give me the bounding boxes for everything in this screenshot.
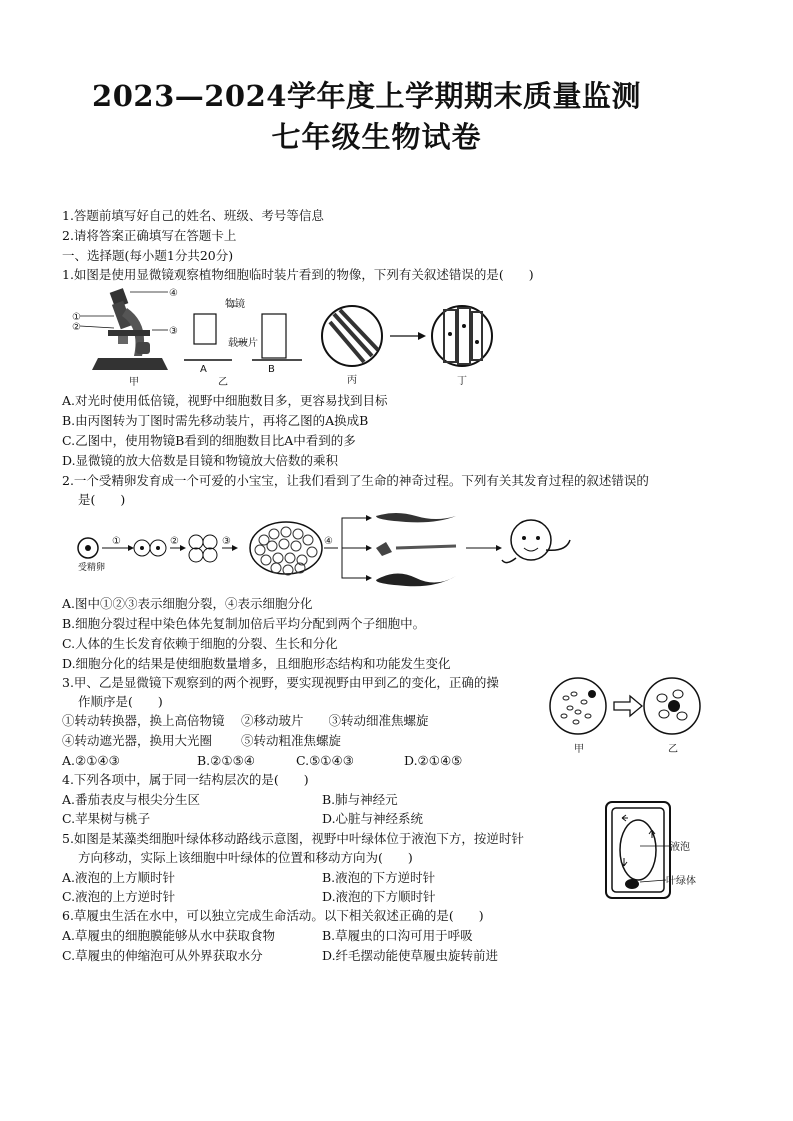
q3-option-c: C.⑤①④③ bbox=[296, 753, 354, 768]
q3-steps-2: ④转动遮光器，换用大光圈 ⑤转动粗准焦螺旋 bbox=[62, 733, 341, 748]
fig-step2: ② bbox=[170, 536, 179, 547]
q6-row-2 bbox=[62, 947, 499, 965]
q1-option-b: B.由丙图转为丁图时需先移动装片，再将乙图的A换成B bbox=[62, 413, 369, 428]
view-bing bbox=[322, 306, 382, 366]
q2-option-a: A.图中①②③表示细胞分裂，④表示细胞分化 bbox=[62, 596, 313, 611]
q1-stem: 1.如图是使用显微镜观察植物细胞临时装片看到的物像，下列有关叙述错误的是( ) bbox=[62, 267, 534, 282]
q3-stem-1: 3.甲、乙是显微镜下观察到的两个视野，要实现视野由甲到乙的变化，正确的操 bbox=[62, 675, 499, 690]
q6-row-1 bbox=[62, 927, 473, 945]
section-heading: 一、选择题(每小题1分共20分) bbox=[62, 248, 234, 263]
fig-A: A bbox=[200, 364, 207, 375]
q3-option-a: A.②①④③ bbox=[62, 753, 120, 768]
q1-option-c: C.乙图中，使用物镜B看到的细胞数目比A中看到的多 bbox=[62, 433, 356, 448]
q5-option-c: C.液泡的上方逆时针 bbox=[62, 889, 176, 904]
fig-yi: 乙 bbox=[218, 377, 228, 388]
q3-stem-2: 作顺序是( ) bbox=[78, 694, 163, 709]
q3-option-b: B.②①⑤④ bbox=[197, 753, 255, 768]
q3-option-d: D.②①④⑤ bbox=[404, 753, 463, 768]
fig-num-2: ② bbox=[72, 322, 81, 333]
q2-stem-2: 是( ) bbox=[78, 492, 126, 507]
fig-bing: 丙 bbox=[347, 375, 357, 386]
q1-figure bbox=[72, 284, 512, 392]
exam-subtitle: 七年级生物试卷 bbox=[271, 120, 482, 154]
view-yi bbox=[644, 678, 700, 734]
q4-row-1 bbox=[62, 791, 398, 809]
q4-row-2 bbox=[62, 810, 424, 828]
fig-step4: ④ bbox=[324, 536, 333, 547]
q2-option-d: D.细胞分化的结果是使细胞数量增多，且细胞形态结构和功能发生变化 bbox=[62, 656, 451, 671]
q5-row-1 bbox=[62, 869, 436, 887]
fig-ding: 丁 bbox=[457, 376, 467, 387]
cell-cluster bbox=[250, 522, 322, 575]
q4-option-a: A.番茄表皮与根尖分生区 bbox=[62, 792, 201, 807]
fig-slide: 载玻片 bbox=[228, 338, 258, 349]
view-jia bbox=[550, 678, 606, 734]
objective-lenses bbox=[184, 306, 302, 360]
q4-option-d: D.心脏与神经系统 bbox=[322, 811, 424, 826]
fig-q3-yi: 乙 bbox=[668, 744, 678, 755]
q6-stem: 6.草履虫生活在水中，可以独立完成生命活动。以下相关叙述正确的是( ) bbox=[62, 908, 484, 923]
note-2: 2.请将答案正确填写在答题卡上 bbox=[62, 228, 237, 243]
q2-stem-1: 2.一个受精卵发育成一个可爱的小宝宝，让我们看到了生命的神奇过程。下列有关其发育过程的叙述错误的 bbox=[62, 473, 649, 488]
fig-num-1: ① bbox=[72, 312, 81, 323]
q6-option-a: A.草履虫的细胞膜能够从水中获取食物 bbox=[62, 928, 276, 943]
q4-option-c: C.苹果树与桃子 bbox=[62, 811, 151, 826]
tissue-sketches bbox=[376, 513, 456, 586]
q5-option-d: D.液泡的下方顺时针 bbox=[322, 889, 436, 904]
q6-option-c: C.草履虫的伸缩泡可从外界获取水分 bbox=[62, 948, 263, 963]
q5-option-b: B.液泡的下方逆时针 bbox=[322, 870, 436, 885]
q5-stem-1: 5.如图是某藻类细胞叶绿体移动路线示意图，视野中叶绿体位于液泡下方，按逆时针 bbox=[62, 831, 524, 846]
fig-num-4: ④ bbox=[169, 288, 178, 299]
q6-option-d: D.纤毛摆动能使草履虫旋转前进 bbox=[322, 948, 499, 963]
q4-stem: 4.下列各项中，属于同一结构层次的是( ) bbox=[62, 772, 309, 787]
q5-figure bbox=[600, 798, 720, 902]
q3-options bbox=[62, 752, 463, 770]
note-1: 1.答题前填写好自己的姓名、班级、考号等信息 bbox=[62, 208, 324, 223]
q6-option-b: B.草履虫的口沟可用于呼吸 bbox=[322, 928, 473, 943]
fig-B: B bbox=[268, 364, 275, 375]
q2-figure bbox=[76, 510, 606, 596]
q3-steps-1: ①转动转换器，换上高倍物镜 ②移动玻片 ③转动细准焦螺旋 bbox=[62, 713, 429, 728]
fig-objective: 物镜 bbox=[225, 299, 245, 310]
fig-zygote: 受精卵 bbox=[78, 563, 106, 573]
q5-stem-2: 方向移动，实际上该细胞中叶绿体的位置和移动方向为( ) bbox=[78, 850, 413, 865]
fig-q3-jia: 甲 bbox=[574, 744, 584, 755]
q5-option-a: A.液泡的上方顺时针 bbox=[62, 870, 176, 885]
fig-step3: ③ bbox=[222, 536, 231, 547]
q4-option-b: B.肺与神经元 bbox=[322, 792, 398, 807]
exam-title: 2023—2024学年度上学期期末质量监测 bbox=[92, 79, 641, 113]
fig-jia: 甲 bbox=[129, 377, 139, 388]
view-ding bbox=[432, 306, 492, 366]
q2-option-b: B.细胞分裂过程中染色体先复制加倍后平均分配到两个子细胞中。 bbox=[62, 616, 426, 631]
fig-num-3: ③ bbox=[169, 326, 178, 337]
q1-option-a: A.对光时使用低倍镜，视野中细胞数目多，更容易找到目标 bbox=[62, 393, 388, 408]
fig-step1: ① bbox=[112, 536, 121, 547]
microscope-icon bbox=[80, 288, 168, 370]
q5-row-2 bbox=[62, 888, 436, 906]
fig-vacuole: 液泡 bbox=[670, 842, 690, 853]
q1-option-d: D.显微镜的放大倍数是目镜和物镜放大倍数的乘积 bbox=[62, 453, 339, 468]
fig-chloroplast: 叶绿体 bbox=[666, 876, 696, 887]
q3-figure bbox=[548, 672, 708, 758]
q2-option-c: C.人体的生长发育依赖于细胞的分裂、生长和分化 bbox=[62, 636, 338, 651]
baby-icon bbox=[502, 520, 570, 563]
